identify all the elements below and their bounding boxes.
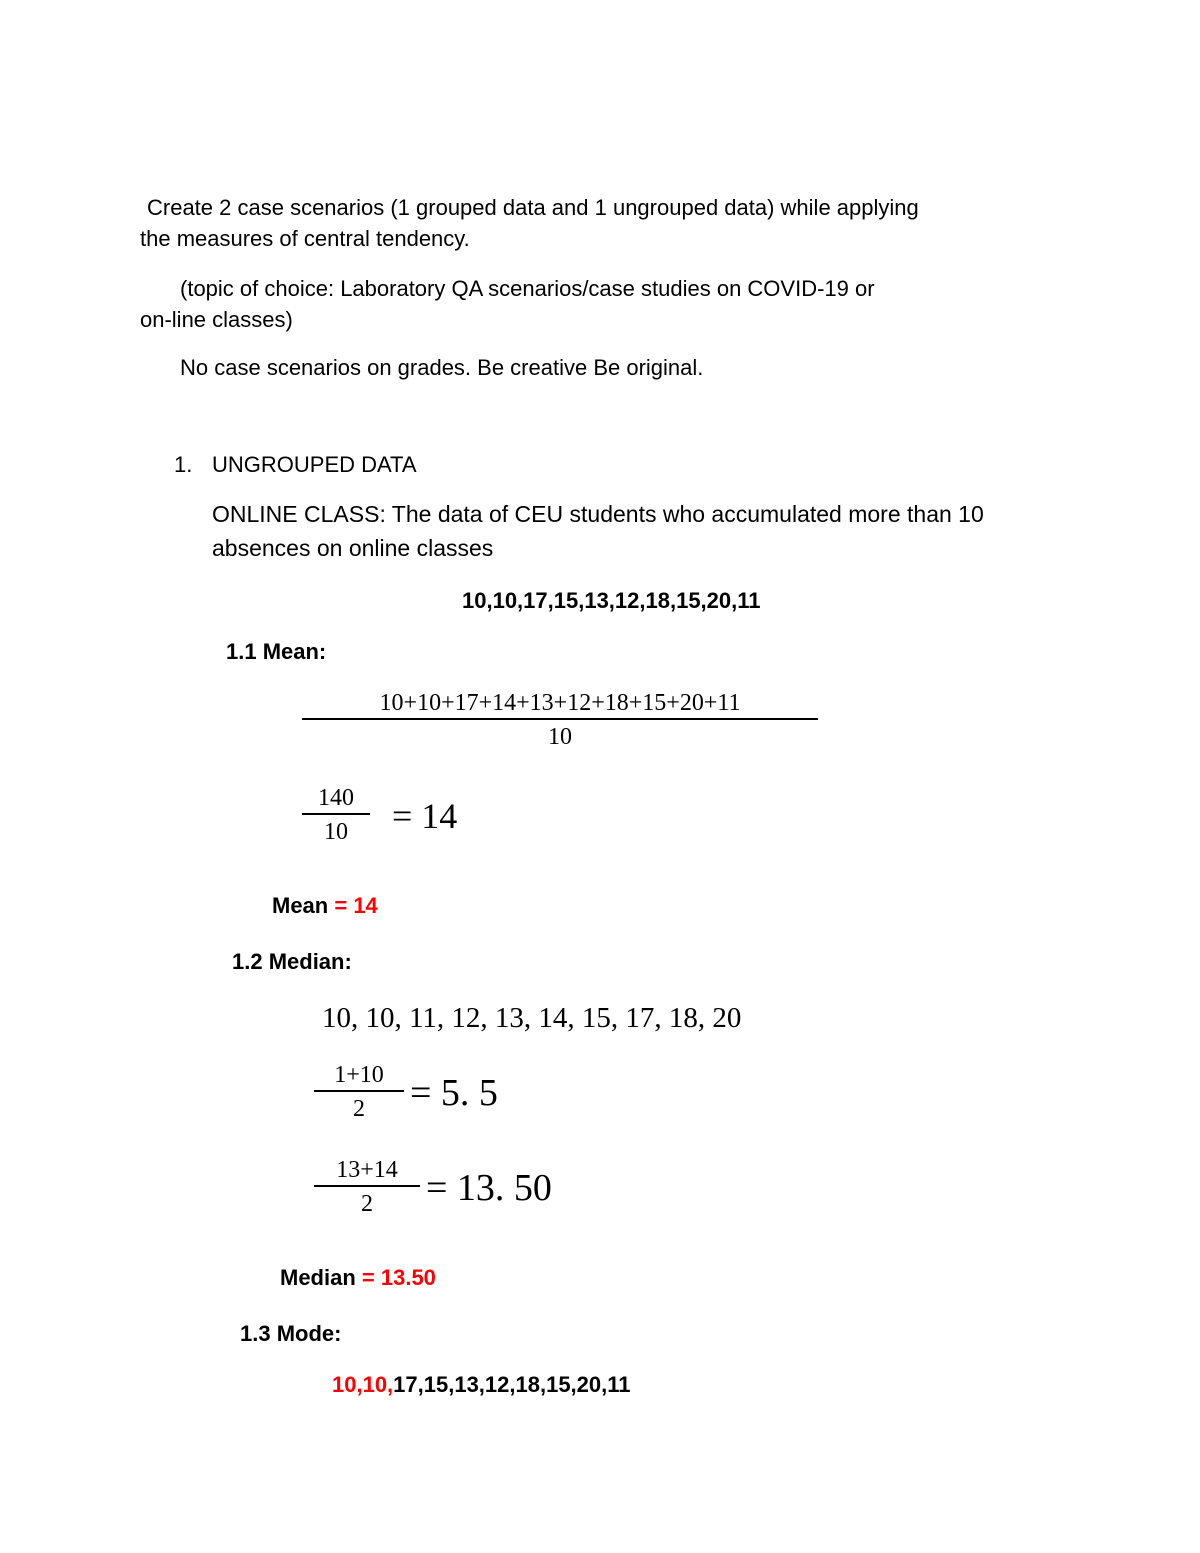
median-middle-result: = 13. 50: [426, 1167, 552, 1209]
fraction-bar: [314, 1185, 420, 1187]
median-sorted-data: 10, 10, 11, 12, 13, 14, 15, 17, 18, 20: [322, 1002, 742, 1034]
median-position-fraction: [314, 1060, 404, 1124]
section-description-1: ONLINE CLASS: The data of CEU students who accumulated more than 10: [212, 501, 984, 527]
mean-result-value: = 14: [334, 893, 378, 918]
section-description-2: absences on online classes: [212, 535, 494, 561]
fraction-bar: [302, 718, 818, 720]
mean-result-label: Mean: [272, 893, 335, 918]
mean-total-numerator: 140: [318, 785, 354, 811]
mean-sum-denominator: 10: [548, 724, 572, 750]
median-heading: 1.2 Median:: [232, 949, 352, 974]
median-result: [280, 1262, 436, 1293]
dataset: 10,10,17,15,13,12,18,15,20,11: [462, 588, 761, 613]
median-middle-numerator: 13+14: [336, 1157, 398, 1183]
mean-result: [272, 890, 378, 921]
mean-heading: 1.1 Mean:: [226, 639, 327, 664]
mode-rest: 17,15,13,12,18,15,20,11: [393, 1372, 631, 1397]
median-result-value: = 13.50: [361, 1265, 436, 1290]
median-position-denominator: 2: [353, 1096, 365, 1122]
median-position-result: = 5. 5: [410, 1072, 498, 1114]
mean-total-fraction: [302, 783, 370, 847]
median-middle-denominator: 2: [361, 1191, 373, 1217]
mode-dataset: [332, 1369, 631, 1400]
section-number: 1.: [174, 452, 193, 477]
instruction-line-2: the measures of central tendency.: [140, 226, 470, 251]
mode-heading: 1.3 Mode:: [240, 1321, 342, 1346]
instruction-note: No case scenarios on grades. Be creative Be original.: [180, 355, 704, 380]
section-heading: UNGROUPED DATA: [212, 452, 417, 477]
topic-line-1: (topic of choice: Laboratory QA scenarios/case studies on COVID-19 or: [180, 276, 875, 301]
mean-sum-numerator: 10+10+17+14+13+12+18+15+20+11: [379, 690, 741, 716]
fraction-bar: [314, 1090, 404, 1092]
median-position-numerator: 1+10: [334, 1062, 384, 1088]
mean-total-denominator: 10: [324, 819, 348, 845]
fraction-bar: [302, 813, 370, 815]
median-middle-fraction: [314, 1155, 420, 1219]
instruction-line-1: Create 2 case scenarios (1 grouped data and 1 ungrouped data) while applying: [147, 195, 919, 220]
mean-sum-fraction: [302, 688, 818, 752]
median-result-label: Median: [280, 1265, 362, 1290]
mode-highlight: 10,10,: [332, 1372, 394, 1397]
topic-line-2: on-line classes): [140, 307, 293, 332]
mean-equals-result: = 14: [392, 796, 458, 836]
